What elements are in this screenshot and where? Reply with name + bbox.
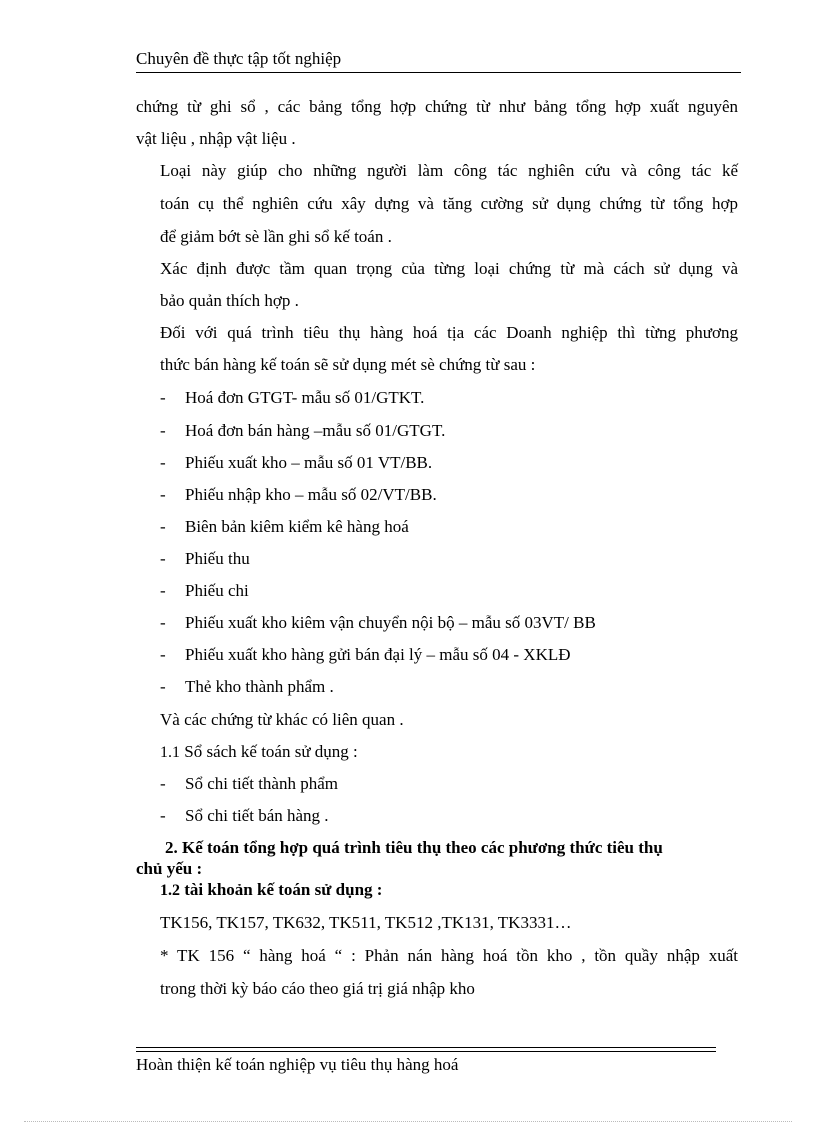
section-2-heading-line-2: chủ yếu : (136, 859, 203, 878)
header-title: Chuyên đề thực tập tốt nghiệp (136, 49, 342, 68)
page-boundary (24, 1121, 792, 1122)
footer-title: Hoàn thiện kế toán nghiệp vụ tiêu thụ hàng hoá (136, 1055, 459, 1074)
section-1-1-heading (160, 742, 358, 762)
section-title: tài khoản kế toán sử dụng : (184, 880, 383, 899)
page-header (136, 48, 741, 73)
list-item: - Biên bản kiêm kiểm kê hàng hoá (160, 517, 409, 536)
footer-rule (136, 1047, 716, 1048)
tk156-line-2: trong thời kỳ báo cáo theo giá trị giá nhập kho (160, 979, 475, 998)
para-3-line-1: Xác định được tầm quan trọng của từng loại chứng từ mà cách sử dụng và (160, 259, 738, 278)
section-number: 1.2 (160, 882, 180, 899)
list-item: - Phiếu nhập kho – mẫu số 02/VT/BB. (160, 485, 437, 504)
para-4-line-2: thức bán hàng kế toán sẽ sử dụng mét sè chứng từ sau : (160, 355, 536, 374)
list-item: - Phiếu chi (160, 581, 249, 600)
list-item: - Phiếu xuất kho kiêm vận chuyển nội bộ – mẫu số 03VT/ BB (160, 613, 596, 632)
para-3-line-2: bảo quản thích hợp . (160, 291, 299, 310)
list-item: - Phiếu thu (160, 549, 250, 568)
page-footer (136, 1055, 458, 1075)
para-4-line-1: Đối với quá trình tiêu thụ hàng hoá tịa các Doanh nghiệp thì từng phương (160, 323, 738, 342)
section-number: 1.1 (160, 744, 180, 761)
list-item: - Thẻ kho thành phẩm . (160, 677, 334, 696)
para-1-line-2: vật liệu , nhập vật liệu . (136, 129, 296, 148)
footer-rule (136, 1051, 716, 1052)
para-2-line-3: để giảm bớt sè lần ghi sổ kế toán . (160, 227, 392, 246)
other-documents: Và các chứng từ khác có liên quan . (160, 710, 404, 729)
list-item: - Sổ chi tiết bán hàng . (160, 806, 329, 825)
list-item: - Phiếu xuất kho hàng gửi bán đại lý – mẫu số 04 - XKLĐ (160, 645, 571, 664)
list-item: - Phiếu xuất kho – mẫu số 01 VT/BB. (160, 453, 433, 472)
tk156-line-1: * TK 156 “ hàng hoá “ : Phản nán hàng hoá tồn kho , tồn quầy nhập xuất (160, 946, 738, 965)
section-2-heading-line-1: 2. Kế toán tổng hợp quá trình tiêu thụ theo các phương thức tiêu thụ (165, 838, 663, 857)
account-list: TK156, TK157, TK632, TK511, TK512 ,TK131, TK3331… (160, 913, 572, 932)
list-item: - Sổ chi tiết thành phẩm (160, 774, 338, 793)
list-item: - Hoá đơn GTGT- mẫu số 01/GTKT. (160, 388, 425, 407)
para-2-line-2: toán cụ thể nghiên cứu xây dựng và tăng cường sử dụng chứng từ tổng hợp (160, 194, 738, 213)
list-item: - Hoá đơn bán hàng –mẫu số 01/GTGT. (160, 421, 446, 440)
section-title: Sổ sách kế toán sử dụng : (184, 742, 358, 761)
para-1-line-1: chứng từ ghi sổ , các bảng tổng hợp chứng từ như bảng tổng hợp xuất nguyên (136, 97, 738, 116)
section-1-2-heading (160, 880, 382, 900)
para-2-line-1: Loại này giúp cho những người làm công tác nghiên cứu và công tác kế (160, 161, 738, 180)
